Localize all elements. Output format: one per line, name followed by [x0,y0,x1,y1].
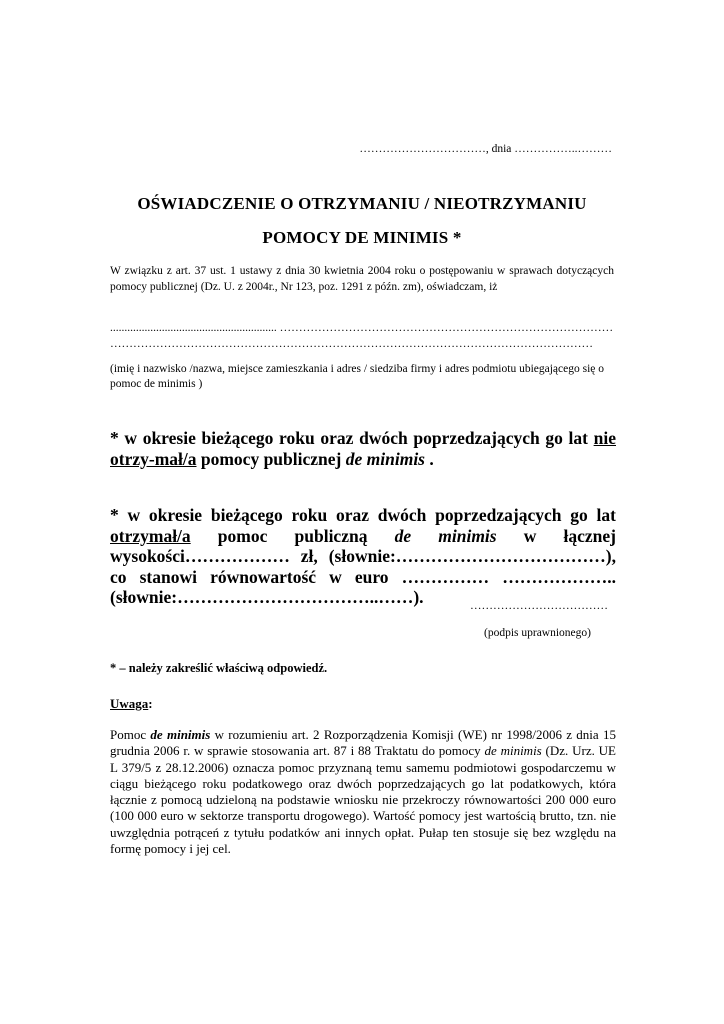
option2-suffix: w łącznej wysokości……………… zł, (słownie:………………………………), co stanowi równowartość w euro …………… ………………..(słownie:……………………………..……). [110,525,616,607]
option2-middle: pomoc publiczną [190,525,395,546]
remark-paragraph [110,727,616,857]
remark-heading-text: Uwaga [110,696,149,711]
document-title-line2: POMOCY DE MINIMIS * [262,228,462,247]
remark-mid: w rozumieniu art. 2 Rozporządzenia Komisji (WE) nr 1998/2006 z dnia 15 grudnia 2006 r. w sprawie stosowania art. 87 i 88 Traktatu do pomocy [110,727,616,759]
option1-suffix: . [425,448,434,469]
signature-line: ……………………………… [470,600,608,612]
applicant-fill-line-2: ……………………………………………………………………………………………………………… [110,338,593,350]
option1-italic: de minimis [345,448,425,469]
option1-underlined: nie otrzy-mał/a [110,428,616,469]
remark-heading [110,696,153,712]
option2-italic: de minimis [394,525,497,546]
option2-underlined: otrzymał/a [110,525,191,546]
applicant-note: (imię i nazwisko /nazwa, miejsce zamieszkania i adres / siedziba firmy i adres podmiotu ubiegającego się o pomoc de minimis ) [110,363,605,390]
remark-end: (Dz. Urz. UE L 379/5 z 28.12.2006) oznacza pomoc przyznaną temu samemu podmiotowi gospodarczemu w ciągu bieżącego roku podatkowego oraz dwóch poprzedzających go lat podatkowych, która łącznie z pomocą udzieloną na podstawie wniosku nie przekroczy równowartości 200 000 euro (100 000 euro w sektorze transportu drogowego). Wartość pomocy jest wartością brutto, tzn. nie uwzględnia potrąceń z tytułu podatków ani innych opłat. Pułap ten stosuje się bez względu na formę pomocy i jej cel. [110,743,616,857]
remark-start: Pomoc [110,727,151,742]
document-title-line1: OŚWIADCZENIE O OTRZYMANIU / NIEOTRZYMANIU [137,194,587,213]
footnote: * – należy zakreślić właściwą odpowiedź. [110,661,328,675]
option-not-received [110,428,616,469]
place-date-line: ……………………………, dnia ……………..……… [359,143,612,155]
option1-middle: pomocy publicznej [196,448,346,469]
option1-prefix: * w okresie bieżącego roku oraz dwóch poprzedzających go lat [110,428,594,448]
signature-label: (podpis uprawnionego) [484,627,591,639]
remark-italic-2: de minimis [484,743,542,759]
remark-heading-colon: : [148,696,153,711]
option-received [110,505,616,608]
intro-paragraph: W związku z art. 37 ust. 1 ustawy z dnia 30 kwietnia 2004 roku o postępowaniu w sprawach dotyczących pomocy publicznej (Dz. U. z 2004r., Nr 123, poz. 1291 z późn. zm), oświadczam, iż [110,265,614,293]
option2-prefix: * w okresie bieżącego roku oraz dwóch poprzedzających go lat [110,505,616,525]
remark-italic-1: de minimis [150,727,211,742]
applicant-fill-line-1: .......................................................... …………………………………………………………………………… [110,322,614,334]
